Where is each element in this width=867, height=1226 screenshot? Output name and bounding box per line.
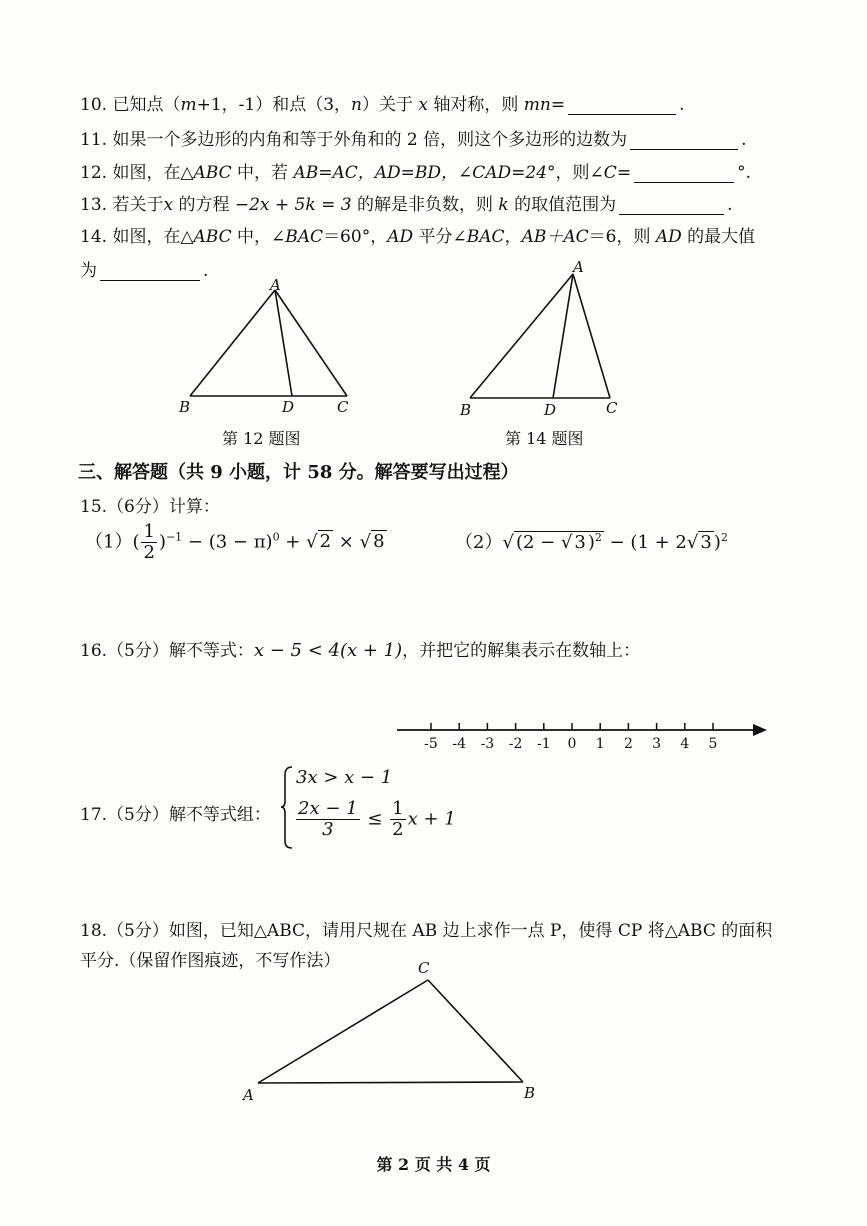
number-line-tick-label: -3 <box>480 736 495 752</box>
number-line-tick-label: -4 <box>452 736 467 752</box>
q15-expr: (2 − <box>515 532 561 553</box>
q14-segment: AD <box>655 227 682 247</box>
frac-den: 3 <box>322 818 334 840</box>
q15-expr: ) <box>587 532 595 553</box>
q11-number: 11. <box>80 130 108 150</box>
exponent: 2 <box>720 531 728 544</box>
page-footer: 第 2 页 共 4 页 <box>376 1155 491 1174</box>
segment-ad <box>275 290 292 396</box>
figure-12-caption: 第 12 题图 <box>222 429 301 448</box>
q15-part1: （1）( $\frac{1}{2}$ )$^{-1} - (3 - \pi)^0$ + √ 2 × √ 8 <box>85 521 385 563</box>
question-14 <box>80 222 755 247</box>
q10-number: 10. <box>80 95 108 115</box>
segment-ad <box>553 274 573 398</box>
q15-part2: （2）√ (2 − √ 3 )$^2$ − (1 + 2√ 3 )$^2$ <box>455 531 728 553</box>
segment-ab <box>190 290 275 396</box>
question-12 <box>80 158 751 183</box>
q11-text: 如果一个多边形的内角和等于外角和的 2 倍，则这个多边形的边数为 <box>112 130 628 150</box>
frac-num: 1 <box>143 521 155 542</box>
q15-part2-label: （2） <box>455 532 503 553</box>
exponent: −1 <box>165 530 183 544</box>
fraction-half <box>141 522 156 563</box>
q17-ineq2 <box>294 799 456 840</box>
frac-num: 1 <box>392 798 404 819</box>
number-line-tick-label: 3 <box>652 736 662 752</box>
q14-text: 平分∠ <box>413 227 467 247</box>
q10-text: ）关于 <box>361 95 419 115</box>
answer-blank-12[interactable] <box>634 164 734 183</box>
figure-12 <box>175 278 365 423</box>
q12-end: °. <box>737 163 751 183</box>
label-b: B <box>460 401 472 419</box>
answer-blank-10[interactable] <box>568 96 676 115</box>
q16-text: ，并把它的解集表示在数轴上： <box>402 641 641 661</box>
radicand: 3 <box>700 532 712 553</box>
q14-text: ， <box>504 227 522 247</box>
q17-ineq1: 3x > x − 1 <box>296 767 393 788</box>
label-b: B <box>524 1084 536 1102</box>
question-15-label: 15.（6分）计算： <box>80 497 220 517</box>
exponent: 2 <box>594 531 602 544</box>
q14-sum: AB＋AC <box>521 227 589 247</box>
segment-ca <box>258 980 428 1083</box>
label-c: C <box>606 399 618 417</box>
number-line-tick-label: -1 <box>536 736 551 752</box>
q14-text: 如图，在△ <box>112 227 194 247</box>
number-line-tick-label: 0 <box>567 736 577 752</box>
q14-text: ＝60°， <box>323 227 388 247</box>
frac-den: 2 <box>143 541 155 563</box>
q14-end: . <box>203 261 209 281</box>
q10-var-n: n <box>351 95 362 115</box>
arrow-right-icon <box>753 724 767 736</box>
segment-ab <box>470 274 573 398</box>
q10-text: 已知点（ <box>112 95 181 115</box>
q14-text: 为 <box>80 261 97 281</box>
number-line-tick-label: 1 <box>595 736 605 752</box>
segment-ac <box>275 290 347 396</box>
q10-var-x: x <box>418 95 428 115</box>
q13-text: 的取值范围为 <box>508 195 617 215</box>
q13-text: 若关于 <box>112 195 164 215</box>
q13-equation: −2x + 5k = 3 <box>234 195 352 215</box>
q17-le: ≤ <box>361 808 389 830</box>
q10-end: . <box>679 95 685 115</box>
q10-var-mn: mn <box>523 95 551 115</box>
q13-var-x: x <box>163 195 174 215</box>
q10-text: +1，-1）和点（3， <box>196 95 352 115</box>
q10-text: 轴对称，则 <box>427 95 524 115</box>
q15-expr: ) <box>713 532 721 553</box>
q10-text: = <box>550 95 566 115</box>
q15-part1-label: （1） <box>85 531 133 553</box>
q14-text: 的最大值 <box>681 227 756 247</box>
q12-text: 中，若 <box>231 163 294 183</box>
label-a: A <box>573 258 584 276</box>
q16-inequality: x − 5 < 4(x + 1) <box>253 640 403 661</box>
q14-segment: AD <box>387 227 414 247</box>
q12-number: 12. <box>80 163 108 183</box>
q15-expr: × <box>333 531 360 553</box>
question-18-line2: 平分.（保留作图痕迹，不写作法） <box>80 951 341 971</box>
segment-ac <box>573 274 610 398</box>
question-11 <box>80 125 746 150</box>
radicand: 8 <box>373 531 385 553</box>
q15-expr: − (1 + 2 <box>603 532 687 553</box>
brace-icon <box>280 765 294 850</box>
frac-num: 2x − 1 <box>298 798 358 819</box>
q10-var-m: m <box>180 95 197 115</box>
q13-text: 的方程 <box>173 195 235 215</box>
radicand: 3 <box>574 532 586 553</box>
q14-triangle: ABC <box>193 227 232 247</box>
q14-number: 14. <box>80 227 108 247</box>
number-line-tick-label: -5 <box>424 736 438 752</box>
number-line <box>395 712 770 752</box>
q15-expr: + <box>279 531 307 553</box>
q14-text: 中，∠ <box>231 227 286 247</box>
q13-number: 13. <box>80 195 108 215</box>
segment-ab <box>258 1082 523 1083</box>
q12-text: 如图，在△ <box>112 163 194 183</box>
q13-text: 的解是非负数，则 <box>351 195 499 215</box>
label-c: C <box>337 398 349 416</box>
fraction <box>390 799 405 840</box>
fraction <box>296 799 360 840</box>
q15-expr: − (3 − π) <box>182 531 273 553</box>
number-line-tick-label: 5 <box>708 736 718 752</box>
q12-condition: AB=AC，AD=BD，∠CAD=24° <box>293 163 556 183</box>
label-b: B <box>179 398 191 416</box>
figure-14-caption: 第 14 题图 <box>505 429 584 448</box>
frac-den: 2 <box>392 818 404 840</box>
question-17-label: 17.（5分）解不等式组： <box>80 805 271 825</box>
q13-var-k: k <box>498 195 509 215</box>
question-18-line1: 18.（5分）如图，已知△ABC，请用尺规在 AB 边上求作一点 P，使得 CP 将△ABC 的面积 <box>80 921 773 941</box>
question-13 <box>80 190 732 215</box>
label-c: C <box>418 959 430 977</box>
q14-text: ＝6，则 <box>588 227 656 247</box>
radicand: 2 <box>319 531 332 553</box>
q14-angle: BAC <box>466 227 505 247</box>
segment-cb <box>428 980 523 1082</box>
number-line-tick-label: 4 <box>680 736 690 752</box>
section-title: 三、解答题（共 9 小题，计 58 分。解答要写出过程） <box>78 462 519 483</box>
radical-group: (2 − √ 3 )$^2$ <box>515 531 602 553</box>
label-d: D <box>282 398 295 416</box>
q12-triangle: ABC <box>193 163 232 183</box>
question-10 <box>80 90 685 115</box>
number-line-tick-label: -2 <box>508 736 523 752</box>
q14-angle: BAC <box>285 227 324 247</box>
figure-18 <box>240 955 550 1105</box>
q12-text: ，则∠ <box>555 163 604 183</box>
q12-text: = <box>616 163 632 183</box>
figure-14 <box>455 258 635 423</box>
label-a: A <box>270 278 281 294</box>
q13-end: . <box>727 195 733 215</box>
answer-blank-13[interactable] <box>619 196 724 215</box>
exponent: 0 <box>272 530 280 544</box>
label-d: D <box>544 401 557 419</box>
q17-tail: x + 1 <box>407 808 456 830</box>
q12-var-c: C <box>603 163 617 183</box>
q16-label: 16.（5分）解不等式： <box>80 641 254 661</box>
answer-blank-11[interactable] <box>630 131 738 150</box>
number-line-tick-label: 2 <box>623 736 633 752</box>
label-a: A <box>243 1086 254 1104</box>
q11-end: . <box>741 130 747 150</box>
question-16 <box>80 636 640 661</box>
